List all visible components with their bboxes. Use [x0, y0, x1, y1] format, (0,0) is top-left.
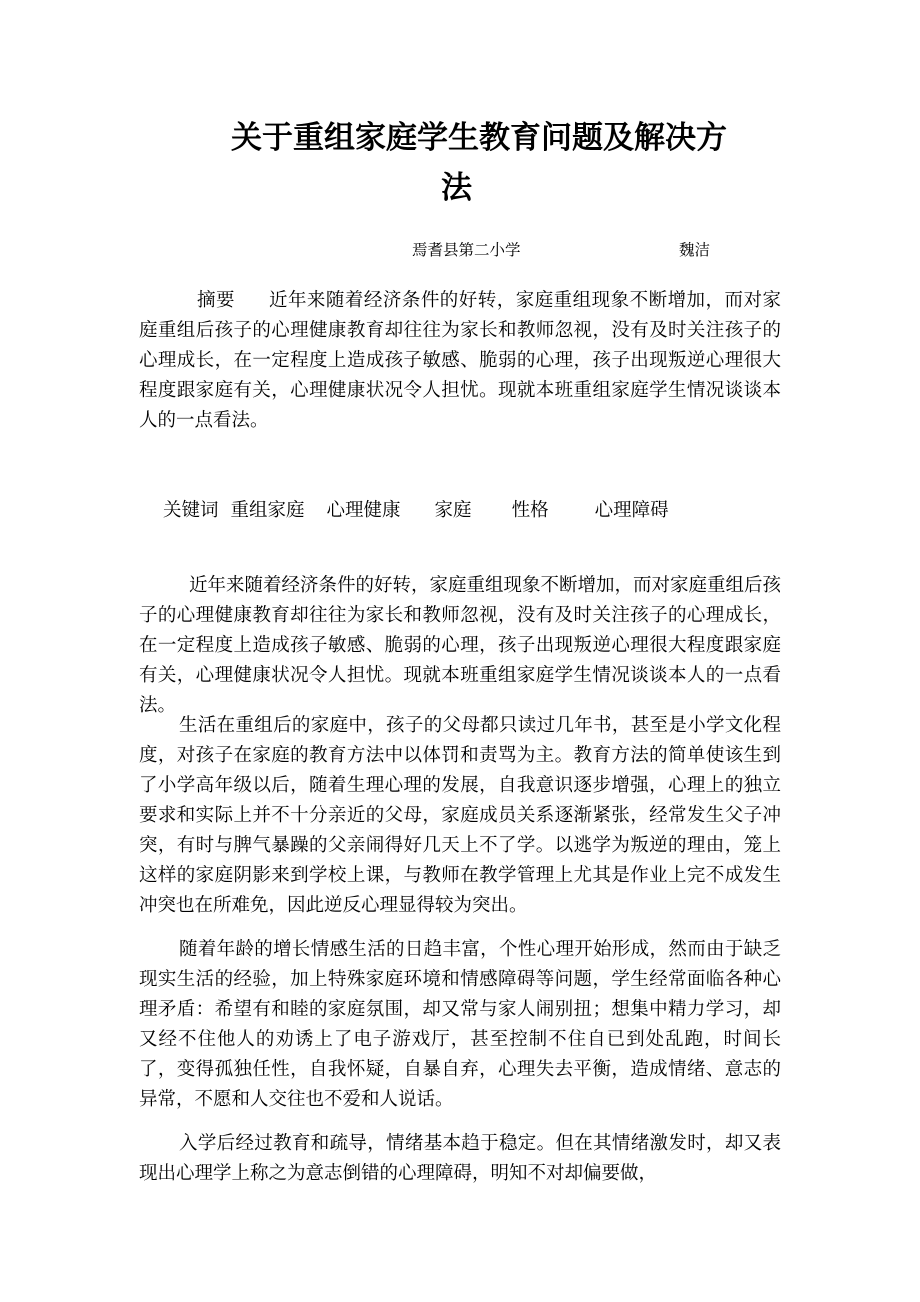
keyword: 性格 — [511, 500, 549, 521]
keyword: 重组家庭 — [230, 500, 305, 521]
body-paragraph: 入学后经过教育和疏导，情绪基本趋于稳定。但在其情绪激发时，却又表现出心理学上称之为意志倒错的心理障碍，明知不对却偏要做， — [139, 1133, 781, 1184]
keyword: 心理障碍 — [594, 500, 669, 521]
body-paragraph: 近年来随着经济条件的好转，家庭重组现象不断增加，而对家庭重组后孩子的心理健康教育却往往为家长和教师忽视，没有及时关注孩子的心理成长，在一定程度上造成孩子敏感、脆弱的心理，孩子出现叛逆心理很大程度跟家庭有关，心理健康状况令人担忧。现就本班重组家庭学生情况谈谈本人的一点看法。 — [139, 575, 782, 716]
keyword: 心理健康 — [326, 500, 401, 521]
keywords-label: 关键词 — [163, 500, 219, 521]
keywords-line — [163, 496, 669, 526]
abstract — [139, 286, 781, 436]
author-name: 魏洁 — [679, 241, 711, 259]
body-paragraph: 生活在重组后的家庭中，孩子的父母都只读过几年书，甚至是小学文化程度，对孩子在家庭的教育方法中以体罚和责骂为主。教育方法的简单使该生到了小学高年级以后，随着生理心理的发展，自我意识逐步增强，心理上的独立要求和实际上并不十分亲近的父母，家庭成员关系逐渐紧张，经常发生父子冲突，有时与脾气暴躁的父亲闹得好几天上不了学。以逃学为叛逆的理由，笼上这样的家庭阴影来到学校上课，与教师在教学管理上尤其是作业上完不成发生冲突也在所难免，因此逆反心理显得较为突出。 — [139, 715, 781, 916]
keyword: 家庭 — [434, 500, 472, 521]
body-paragraph: 随着年龄的增长情感生活的日趋丰富，个性心理开始形成，然而由于缺乏现实生活的经验，加上特殊家庭环境和情感障碍等问题，学生经常面临各种心理矛盾：希望有和睦的家庭氛围，却又常与家人闹别扭；想集中精力学习，却又经不住他人的劝诱上了电子游戏厅，甚至控制不住自已到处乱跑，时间长了，变得孤独任性，自我怀疑，自暴自弃，心理失去平衡，造成情绪、意志的异常，不愿和人交往也不爱和人说话。 — [139, 939, 781, 1110]
abstract-label: 摘要 — [197, 290, 235, 311]
abstract-text: 近年来随着经济条件的好转，家庭重组现象不断增加，而对家庭重组后孩子的心理健康教育却往往为家长和教师忽视，没有及时关注孩子的心理成长，在一定程度上造成孩子敏感、脆弱的心理，孩子出现叛逆心理很大程度跟家庭有关，心理健康状况令人担忧。现就本班重组家庭学生情况谈谈本人的一点看法。 — [139, 290, 781, 431]
author-school: 焉耆县第二小学 — [412, 241, 521, 259]
document-title-line-2: 法 — [441, 170, 472, 206]
document-title-line-1: 关于重组家庭学生教育问题及解决方 — [231, 120, 727, 156]
